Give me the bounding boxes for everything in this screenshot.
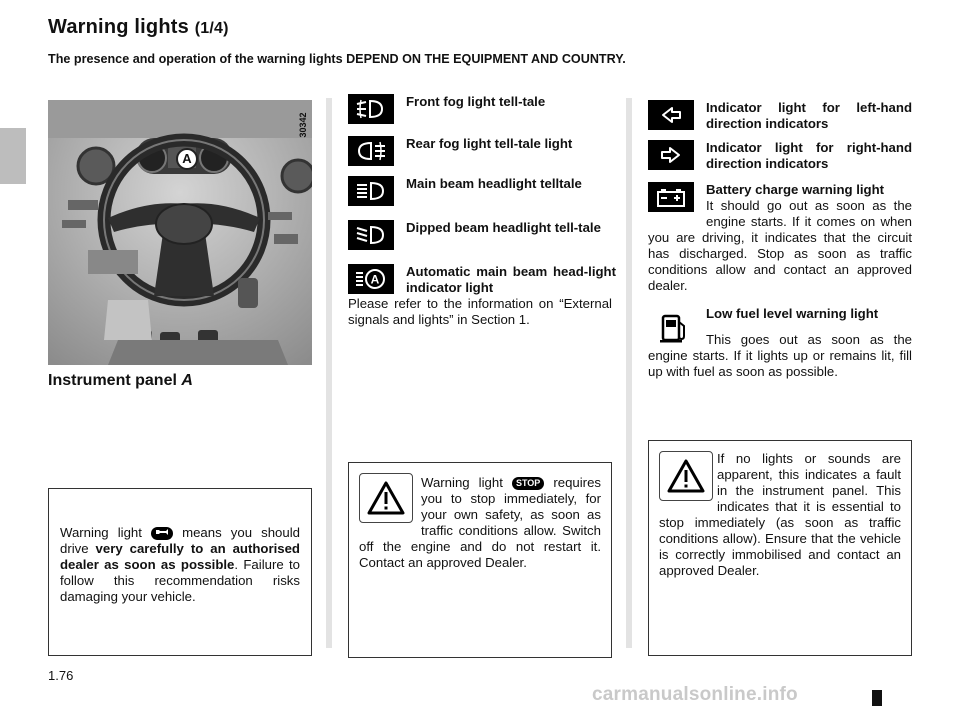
left-indicator-icon	[648, 100, 694, 130]
page-number: 1.76	[48, 668, 74, 683]
light-label: Battery charge warning light	[706, 182, 885, 197]
stop-warning-text: Warning light STOP requires you to stop immediately, for your own safety, as soon as traffic conditions allow. Switch off the engine and do not restart it. Contact an approved Dealer.	[359, 475, 602, 570]
stop-icon: STOP	[512, 477, 544, 490]
column-separator	[626, 98, 632, 648]
wrench-icon	[151, 527, 173, 540]
page-subtitle: The presence and operation of the warning lights DEPEND ON THE EQUIPMENT AND COUNTRY.	[48, 52, 626, 66]
wrench-warning-box	[48, 488, 312, 656]
stop-warning-box	[348, 462, 612, 658]
instrument-fault-box	[648, 440, 912, 656]
page-title: Warning lights (1/4)	[48, 16, 229, 38]
external-signals-note: Please refer to the information on “External signals and lights” in Section 1.	[348, 296, 612, 327]
light-label: Front fog light tell-tale	[406, 94, 546, 109]
light-label: Rear fog light tell-tale light	[406, 136, 573, 151]
main-beam-icon	[348, 176, 394, 206]
callout-label: A	[176, 148, 198, 170]
section-tab	[0, 128, 26, 184]
wrench-warning-text: Warning light means you should drive very carefully to an authorised dealer as soon as possible. Failure to follow this recommendation risks damaging your vehicle.	[60, 525, 300, 604]
battery-description: It should go out as soon as the engine starts. If it comes on when you are driving, it indicates that the circuit has discharged. Stop as soon as traffic conditions allow and contact an approved dealer.	[648, 198, 912, 293]
column-separator	[326, 98, 332, 648]
light-label: Low fuel level warning light	[706, 306, 879, 321]
light-label: Dipped beam headlight tell-tale	[406, 220, 601, 235]
dipped-beam-icon	[348, 220, 394, 250]
light-label: Indicator light for left-hand direction indicators	[706, 100, 912, 131]
corner-marker	[872, 690, 882, 706]
figure-caption: Instrument panel A	[48, 372, 193, 389]
instrument-panel-photo	[48, 100, 312, 365]
watermark: carmanualsonline.info	[592, 684, 798, 705]
rear-fog-icon	[348, 136, 394, 166]
instrument-fault-text: If no lights or sounds are apparent, this indicates a fault in the instrument panel. This indicates that it is essential to stop immediately (as soon as traffic conditions allow). Ensure that the vehicle is correctly immobilised and contact an approved Dealer.	[659, 451, 901, 578]
figure-code: 30342	[298, 112, 308, 138]
fuel-description: This goes out as soon as the engine starts. If it lights up or remains lit, fill up with fuel as soon as possible.	[648, 332, 912, 379]
right-indicator-icon	[648, 140, 694, 170]
light-label: Indicator light for right-hand direction indicators	[706, 140, 912, 171]
auto-main-beam-icon	[348, 264, 394, 294]
svg-text:A: A	[370, 272, 380, 287]
light-label: Automatic main beam head-light indicator light	[406, 264, 616, 295]
light-label: Main beam headlight telltale	[406, 176, 582, 191]
front-fog-icon	[348, 94, 394, 124]
